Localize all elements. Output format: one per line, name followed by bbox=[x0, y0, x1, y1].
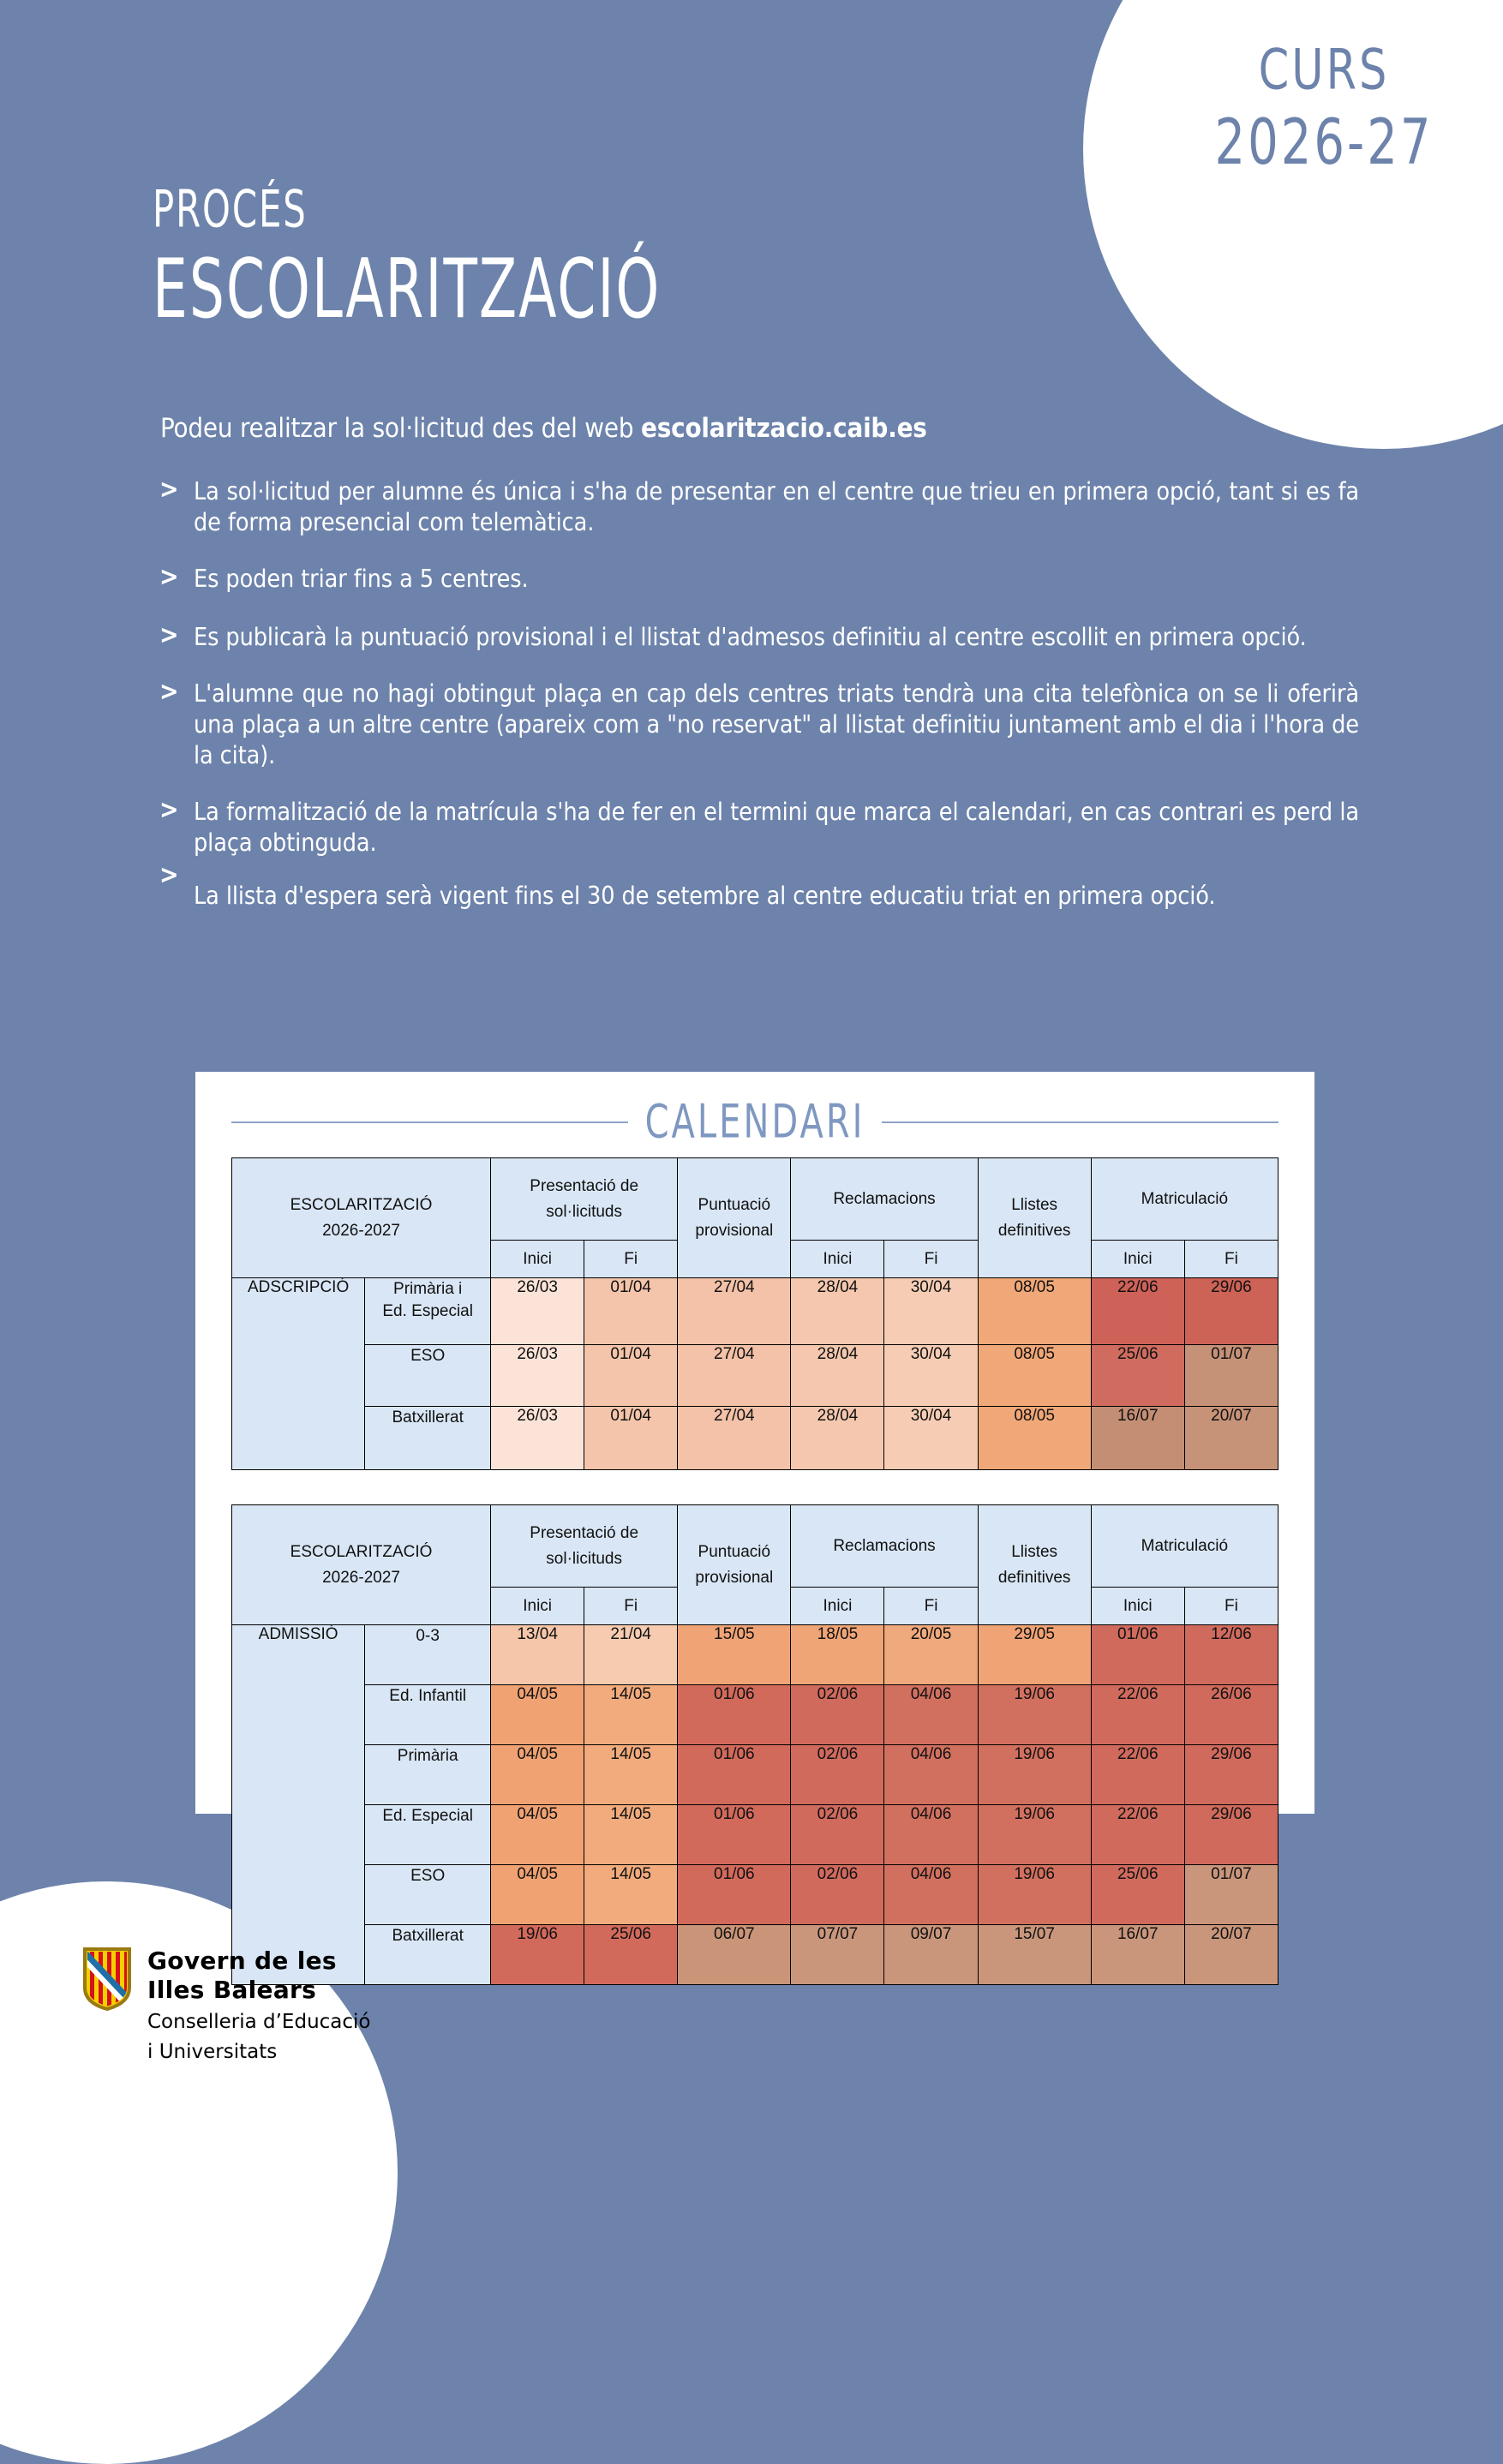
cell-date: 28/04 bbox=[791, 1407, 884, 1470]
subheader-reclamacions-inici: Inici bbox=[791, 1241, 884, 1278]
cell-date: 20/05 bbox=[884, 1625, 978, 1685]
cell-date: 25/06 bbox=[1091, 1345, 1184, 1407]
cell-date: 25/06 bbox=[584, 1925, 678, 1985]
cell-date: 26/03 bbox=[491, 1407, 584, 1470]
cell-date: 08/05 bbox=[978, 1278, 1091, 1345]
cell-date: 02/06 bbox=[791, 1805, 884, 1865]
cell-date: 13/04 bbox=[491, 1625, 584, 1685]
cell-date: 06/07 bbox=[678, 1925, 791, 1985]
cell-date: 16/07 bbox=[1091, 1925, 1184, 1985]
cell-date: 01/06 bbox=[678, 1805, 791, 1865]
header-escolaritzacio-line1: ESCOLARITZACIÓ bbox=[290, 1195, 433, 1214]
subheader-matriculacio-fi: Fi bbox=[1184, 1241, 1278, 1278]
page-title bbox=[153, 180, 671, 337]
list-item-text: La formalització de la matrícula s'ha de fer en el termini que marca el calendari, en cas contrari es perd la plaça obtinguda. bbox=[194, 798, 1359, 857]
row-level-label: Ed. Especial bbox=[365, 1805, 491, 1865]
subheader-reclamacions-fi: Fi bbox=[884, 1241, 978, 1278]
cell-date: 04/06 bbox=[884, 1685, 978, 1745]
cell-date: 26/06 bbox=[1184, 1685, 1278, 1745]
header-reclamacions: Reclamacions bbox=[791, 1505, 978, 1588]
cell-date: 07/07 bbox=[791, 1925, 884, 1985]
header-escolaritzacio bbox=[232, 1505, 491, 1625]
table-row bbox=[232, 1625, 1278, 1685]
cell-date: 29/06 bbox=[1184, 1805, 1278, 1865]
intro-lead: Podeu realitzar la sol·licitud des del web bbox=[160, 413, 642, 444]
header-llistes bbox=[978, 1158, 1091, 1278]
header-presentacio-line2: sol·licituds bbox=[546, 1549, 622, 1568]
chevron-right-icon: > bbox=[159, 677, 179, 707]
bullet-list bbox=[159, 476, 1359, 936]
subheader-presentacio-inici: Inici bbox=[491, 1588, 584, 1625]
course-year-badge bbox=[1183, 38, 1465, 180]
header-puntuacio bbox=[678, 1158, 791, 1278]
table-row bbox=[232, 1745, 1278, 1805]
header-presentacio-line1: Presentació de bbox=[530, 1523, 639, 1542]
cell-date: 02/06 bbox=[791, 1745, 884, 1805]
intro-website: escolaritzacio.caib.es bbox=[641, 413, 927, 444]
cell-date: 19/06 bbox=[491, 1925, 584, 1985]
course-years: 2026-27 bbox=[1214, 106, 1434, 180]
row-level-label: 0-3 bbox=[365, 1625, 491, 1685]
calendar-table-admissio bbox=[231, 1504, 1278, 1985]
cell-date: 27/04 bbox=[678, 1407, 791, 1470]
header-matriculacio: Matriculació bbox=[1091, 1505, 1278, 1588]
cell-date: 04/05 bbox=[491, 1685, 584, 1745]
logo-text bbox=[147, 1947, 371, 2065]
row-level-label: Batxillerat bbox=[365, 1925, 491, 1985]
calendar-title: CALENDARI bbox=[644, 1095, 865, 1150]
cell-date: 01/07 bbox=[1184, 1865, 1278, 1925]
chevron-right-icon: > bbox=[159, 620, 179, 650]
cell-date: 01/06 bbox=[678, 1865, 791, 1925]
header-presentacio-line1: Presentació de bbox=[530, 1176, 639, 1195]
calendar-panel bbox=[195, 1072, 1314, 1945]
cell-date: 22/06 bbox=[1091, 1278, 1184, 1345]
calendar-header bbox=[195, 1072, 1314, 1157]
cell-date: 14/05 bbox=[584, 1865, 678, 1925]
table-wrapper-adscripcio bbox=[195, 1157, 1314, 1470]
cell-date: 21/04 bbox=[584, 1625, 678, 1685]
cell-date: 18/05 bbox=[791, 1625, 884, 1685]
cell-date: 28/04 bbox=[791, 1345, 884, 1407]
cell-date: 14/05 bbox=[584, 1745, 678, 1805]
cell-date: 28/04 bbox=[791, 1278, 884, 1345]
table-header-row bbox=[232, 1158, 1278, 1241]
cell-date: 01/04 bbox=[584, 1407, 678, 1470]
header-presentacio bbox=[491, 1158, 678, 1241]
cell-date: 04/05 bbox=[491, 1805, 584, 1865]
cell-date: 19/06 bbox=[978, 1805, 1091, 1865]
row-level-label: ESO bbox=[365, 1345, 491, 1407]
subheader-reclamacions-fi: Fi bbox=[884, 1588, 978, 1625]
list-item bbox=[159, 476, 1359, 538]
cell-date: 27/04 bbox=[678, 1278, 791, 1345]
list-item bbox=[159, 622, 1359, 653]
list-item-text: Es publicarà la puntuació provisional i el llistat d'admesos definitiu al centre escollit en primera opció. bbox=[194, 623, 1307, 651]
title-line-proces: PROCÉS bbox=[153, 180, 308, 240]
chevron-right-icon: > bbox=[159, 475, 179, 505]
row-level-line2: Ed. Especial bbox=[382, 1302, 473, 1320]
header-llistes bbox=[978, 1505, 1091, 1625]
subheader-presentacio-fi: Fi bbox=[584, 1241, 678, 1278]
chevron-right-icon: > bbox=[159, 795, 179, 825]
cell-date: 04/06 bbox=[884, 1865, 978, 1925]
table-header-row bbox=[232, 1505, 1278, 1588]
header-escolaritzacio-line2: 2026-2027 bbox=[322, 1568, 400, 1587]
cell-date: 14/05 bbox=[584, 1805, 678, 1865]
cell-date: 15/05 bbox=[678, 1625, 791, 1685]
cell-date: 04/06 bbox=[884, 1805, 978, 1865]
cell-date: 01/04 bbox=[584, 1278, 678, 1345]
header-llistes-line2: definitives bbox=[997, 1568, 1071, 1587]
cell-date: 27/04 bbox=[678, 1345, 791, 1407]
row-level-label bbox=[365, 1278, 491, 1345]
list-item-text: L'alumne que no hagi obtingut plaça en cap dels centres triats tendrà una cita telefònica on se li oferirà una plaça a un altre centre (apareix com a "no reservat" al llistat definitiu juntament amb el dia i l'hora de la cita). bbox=[194, 679, 1359, 769]
header-llistes-line2: definitives bbox=[997, 1221, 1071, 1240]
cell-date: 08/05 bbox=[978, 1407, 1091, 1470]
chevron-right-icon: > bbox=[159, 562, 179, 592]
cell-date: 02/06 bbox=[791, 1865, 884, 1925]
header-escolaritzacio bbox=[232, 1158, 491, 1278]
table-row bbox=[232, 1685, 1278, 1745]
table-row bbox=[232, 1407, 1278, 1470]
rule-left bbox=[231, 1121, 628, 1123]
cell-date: 09/07 bbox=[884, 1925, 978, 1985]
header-escolaritzacio-line2: 2026-2027 bbox=[322, 1221, 400, 1240]
cell-date: 22/06 bbox=[1091, 1685, 1184, 1745]
table-row bbox=[232, 1805, 1278, 1865]
list-item bbox=[159, 797, 1359, 858]
cell-date: 30/04 bbox=[884, 1345, 978, 1407]
cell-date: 22/06 bbox=[1091, 1745, 1184, 1805]
title-line-escolaritzacio: ESCOLARITZACIÓ bbox=[153, 241, 662, 337]
subheader-matriculacio-inici: Inici bbox=[1091, 1588, 1184, 1625]
cell-date: 25/06 bbox=[1091, 1865, 1184, 1925]
subheader-matriculacio-fi: Fi bbox=[1184, 1588, 1278, 1625]
cell-date: 12/06 bbox=[1184, 1625, 1278, 1685]
cell-date: 19/06 bbox=[978, 1865, 1091, 1925]
subheader-presentacio-fi: Fi bbox=[584, 1588, 678, 1625]
header-escolaritzacio-line1: ESCOLARITZACIÓ bbox=[290, 1542, 433, 1561]
table-row bbox=[232, 1278, 1278, 1345]
logo-dept-line1: Conselleria d’Educació bbox=[147, 2011, 371, 2033]
row-level-label: Batxillerat bbox=[365, 1407, 491, 1470]
cell-date: 01/07 bbox=[1184, 1345, 1278, 1407]
header-puntuacio-line2: provisional bbox=[695, 1568, 774, 1587]
cell-date: 22/06 bbox=[1091, 1805, 1184, 1865]
list-item-text: La sol·licitud per alumne és única i s'ha de presentar en el centre que trieu en primera opció, tant si es fa de forma presencial com telemàtica. bbox=[194, 477, 1359, 536]
header-reclamacions: Reclamacions bbox=[791, 1158, 978, 1241]
calendar-table-adscripcio bbox=[231, 1157, 1278, 1470]
cell-date: 01/04 bbox=[584, 1345, 678, 1407]
cell-date: 26/03 bbox=[491, 1345, 584, 1407]
subheader-presentacio-inici: Inici bbox=[491, 1241, 584, 1278]
table-row bbox=[232, 1925, 1278, 1985]
list-item bbox=[159, 860, 1359, 912]
table-wrapper-admissio bbox=[195, 1504, 1314, 1985]
subheader-reclamacions-inici: Inici bbox=[791, 1588, 884, 1625]
cell-date: 19/06 bbox=[978, 1685, 1091, 1745]
list-item-text: Es poden triar fins a 5 centres. bbox=[194, 565, 529, 593]
row-category-admissio: ADMISSIÓ bbox=[232, 1625, 365, 1985]
cell-date: 15/07 bbox=[978, 1925, 1091, 1985]
header-llistes-line1: Llistes bbox=[1011, 1195, 1058, 1214]
row-level-label: Ed. Infantil bbox=[365, 1685, 491, 1745]
cell-date: 16/07 bbox=[1091, 1407, 1184, 1470]
rule-right bbox=[882, 1121, 1278, 1123]
chevron-right-icon: > bbox=[159, 860, 179, 890]
cell-date: 04/05 bbox=[491, 1745, 584, 1805]
table-row bbox=[232, 1345, 1278, 1407]
cell-date: 30/04 bbox=[884, 1278, 978, 1345]
cell-date: 04/06 bbox=[884, 1745, 978, 1805]
cell-date: 26/03 bbox=[491, 1278, 584, 1345]
header-puntuacio bbox=[678, 1505, 791, 1625]
logo-org-line1: Govern de les bbox=[147, 1947, 337, 1975]
cell-date: 01/06 bbox=[678, 1745, 791, 1805]
cell-date: 14/05 bbox=[584, 1685, 678, 1745]
cell-date: 29/06 bbox=[1184, 1745, 1278, 1805]
cell-date: 01/06 bbox=[1091, 1625, 1184, 1685]
list-item bbox=[159, 564, 1359, 595]
table-row bbox=[232, 1865, 1278, 1925]
header-puntuacio-line2: provisional bbox=[695, 1221, 774, 1240]
table-gap bbox=[195, 1470, 1314, 1504]
course-label: CURS bbox=[1258, 38, 1390, 104]
row-level-label: ESO bbox=[365, 1865, 491, 1925]
cell-date: 08/05 bbox=[978, 1345, 1091, 1407]
cell-date: 04/05 bbox=[491, 1865, 584, 1925]
list-item bbox=[159, 679, 1359, 771]
row-category-adscripcio: ADSCRIPCIÓ bbox=[232, 1278, 365, 1470]
header-presentacio bbox=[491, 1505, 678, 1588]
cell-date: 30/04 bbox=[884, 1407, 978, 1470]
cell-date: 29/06 bbox=[1184, 1278, 1278, 1345]
header-puntuacio-line1: Puntuació bbox=[698, 1195, 771, 1214]
header-puntuacio-line1: Puntuació bbox=[698, 1542, 771, 1561]
cell-date: 01/06 bbox=[678, 1685, 791, 1745]
cell-date: 20/07 bbox=[1184, 1925, 1278, 1985]
subheader-matriculacio-inici: Inici bbox=[1091, 1241, 1184, 1278]
header-presentacio-line2: sol·licituds bbox=[546, 1202, 622, 1221]
row-level-label: Primària bbox=[365, 1745, 491, 1805]
cell-date: 20/07 bbox=[1184, 1407, 1278, 1470]
logo-dept-line2: i Universitats bbox=[147, 2041, 278, 2063]
header-matriculacio: Matriculació bbox=[1091, 1158, 1278, 1241]
cell-date: 19/06 bbox=[978, 1745, 1091, 1805]
header-llistes-line1: Llistes bbox=[1011, 1542, 1058, 1561]
government-logo bbox=[82, 1947, 371, 2065]
row-level-line1: Primària i bbox=[393, 1280, 463, 1298]
logo-org-line2: Illes Balears bbox=[147, 1976, 317, 2004]
balearic-shield-icon bbox=[82, 1947, 132, 2012]
cell-date: 02/06 bbox=[791, 1685, 884, 1745]
intro-text bbox=[160, 412, 1360, 445]
list-item-text: La llista d'espera serà vigent fins el 30 de setembre al centre educatiu triat en primera opció. bbox=[194, 882, 1216, 910]
cell-date: 29/05 bbox=[978, 1625, 1091, 1685]
